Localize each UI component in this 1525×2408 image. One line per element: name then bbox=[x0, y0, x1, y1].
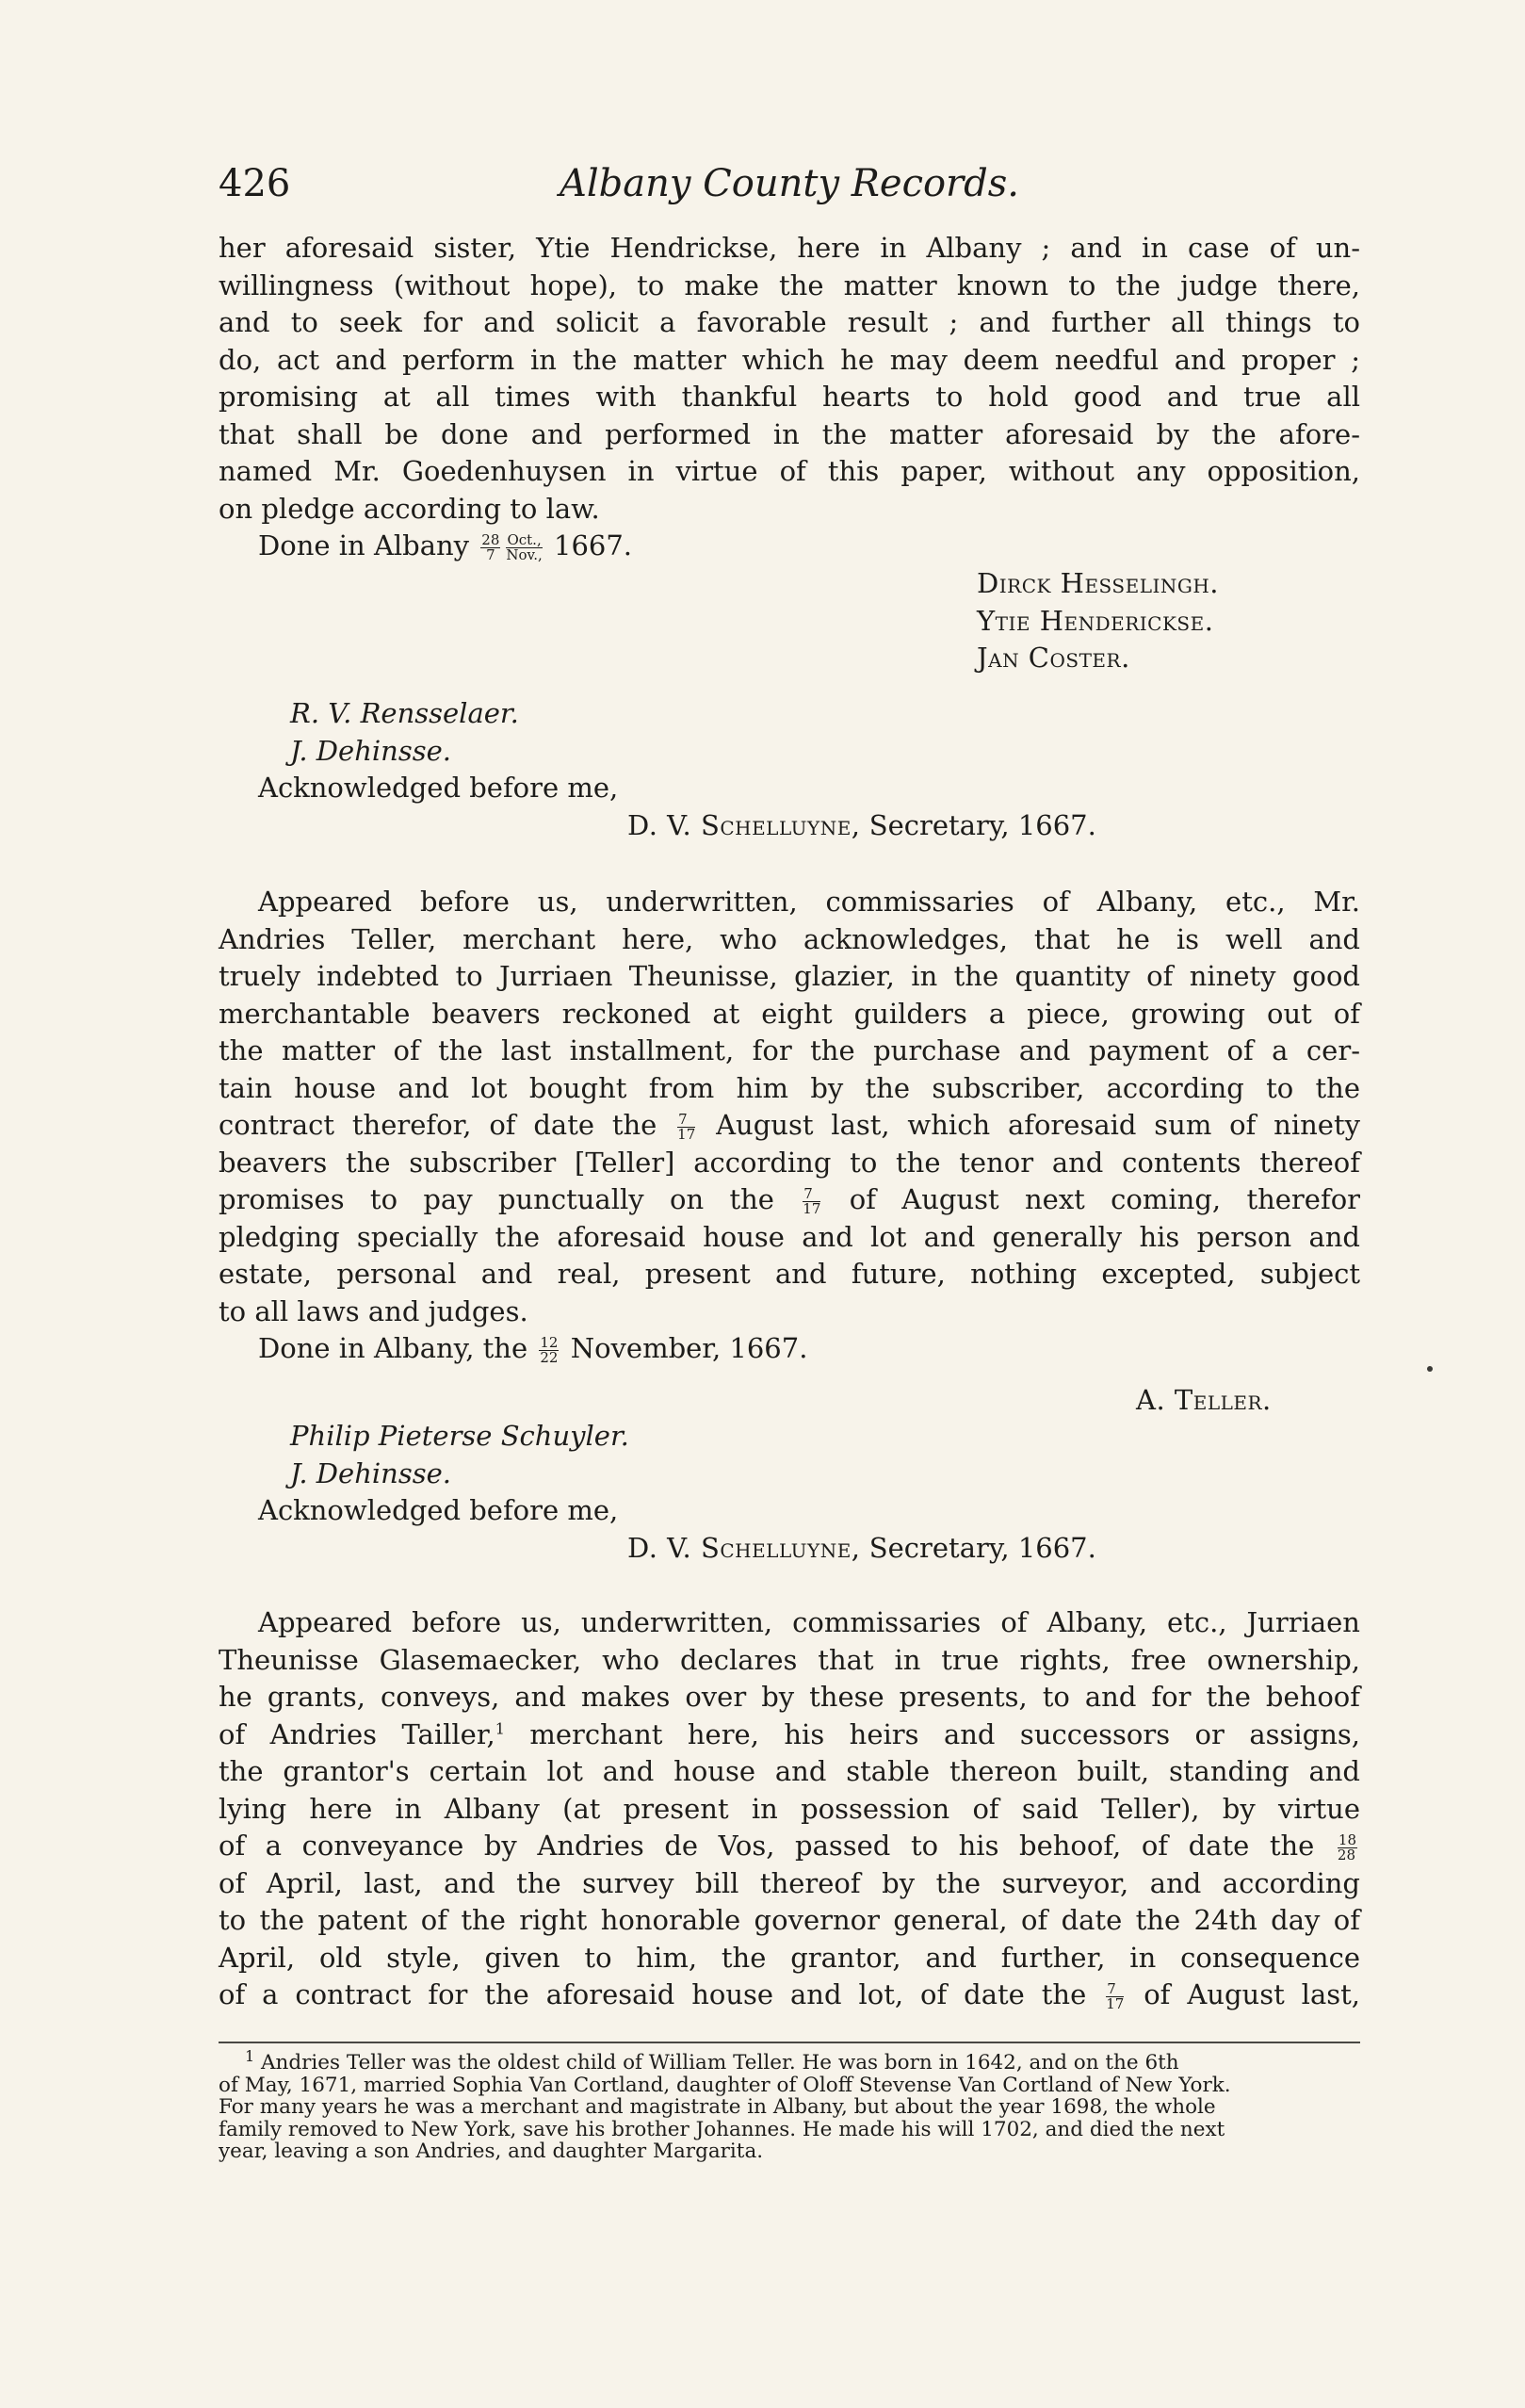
footnote-line: year, leaving a son Andries, and daughter Margarita. bbox=[219, 2140, 764, 2163]
date-fraction: $\frac{7}{17}$ bbox=[803, 1184, 821, 1217]
text-line: of April, last, and the survey bill thereof by the surveyor, and according bbox=[219, 1866, 1360, 1899]
text-line: contract therefor, of date the $\frac{7}{17}$ August last, which aforesaid sum of ninety bbox=[219, 1109, 1361, 1143]
text-line: of a conveyance by Andries de Vos, passed to his behoof, of date the $\frac{18}{28}$ bbox=[219, 1830, 1357, 1863]
page-number: 426 bbox=[219, 162, 291, 205]
signer-name: A. Teller. bbox=[1136, 1384, 1272, 1416]
text-line: and to seek for and solicit a favorable result ; and further all things to bbox=[219, 306, 1360, 338]
text-line: tain house and lot bought from him by the subscriber, according to the bbox=[219, 1071, 1360, 1104]
text-line: Andries Teller, merchant here, who acknowledges, that he is well and bbox=[219, 922, 1360, 955]
text-line: to the patent of the right honorable governor general, of date the 24th day of bbox=[219, 1904, 1360, 1936]
secretary-title: Secretary, 1667. bbox=[868, 1531, 1096, 1564]
secretary-name: D. V. Schelluyne, bbox=[627, 808, 861, 841]
text-line: Appeared before us, underwritten, commissaries of Albany, etc., Jurriaen bbox=[258, 1606, 1360, 1638]
page-header bbox=[219, 162, 1360, 219]
date-fraction: $\frac{18}{28}$ bbox=[1337, 1830, 1357, 1863]
paragraph-power-of-attorney bbox=[219, 230, 1360, 565]
text-line: beavers the subscriber [Teller] according to the tenor and contents thereof bbox=[219, 1146, 1360, 1179]
signer-name: Jan Coster. bbox=[977, 642, 1130, 674]
text-line: lying here in Albany (at present in possession of said Teller), by virtue bbox=[219, 1792, 1360, 1825]
done-date-line: Done in Albany, the $\frac{12}{22}$ November, 1667. bbox=[258, 1332, 808, 1366]
footnote-line: $^1$ Andries Teller was the oldest child of William Teller. He was born in 1642, and on the 6th bbox=[245, 2046, 1179, 2074]
ink-speck bbox=[1427, 1366, 1433, 1372]
text-line: do, act and perform in the matter which he may deem needful and proper ; bbox=[219, 343, 1360, 376]
text-line: Appeared before us, underwritten, commissaries of Albany, etc., Mr. bbox=[258, 886, 1360, 918]
paragraph-conveyance bbox=[219, 1604, 1360, 2014]
date-fraction: $\frac{12}{22}$ bbox=[540, 1333, 559, 1366]
text-line: merchantable beavers reckoned at eight guilders a piece, growing out of bbox=[219, 997, 1360, 1030]
signer-block-2 bbox=[1136, 1382, 1362, 1420]
witness-name: J. Dehinsse. bbox=[290, 1456, 451, 1489]
text-line: April, old style, given to him, the grantor, and further, in consequence bbox=[219, 1941, 1360, 1974]
footnote bbox=[219, 2046, 1360, 2163]
signer-name: Ytie Henderickse. bbox=[977, 604, 1214, 637]
done-prefix: Done in Albany bbox=[258, 529, 470, 561]
text-line: promises to pay punctually on the $\frac{7}{17}$ of August next coming, therefor bbox=[219, 1183, 1361, 1217]
secretary-name: D. V. Schelluyne, bbox=[627, 1531, 861, 1564]
done-year: 1667. bbox=[554, 529, 633, 561]
secretary-line bbox=[219, 1530, 1360, 1568]
acknowledgement: Acknowledged before me, bbox=[258, 772, 619, 804]
signers-block-1 bbox=[977, 565, 1372, 677]
text-line: Theunisse Glasemaecker, who declares that in true rights, free ownership, bbox=[219, 1643, 1360, 1676]
date-fraction: $\frac{7}{17}$ bbox=[1106, 1979, 1125, 2012]
text-line: estate, personal and real, present and future, nothing excepted, subject bbox=[219, 1258, 1360, 1290]
text-line: the grantor's certain lot and house and stable thereon built, standing and bbox=[219, 1755, 1360, 1787]
text-line: of Andries Tailler,$^1$ merchant here, his heirs and successors or assigns, bbox=[219, 1717, 1360, 1750]
text-line: truely indebted to Jurriaen Theunisse, glazier, in the quantity of ninety good bbox=[219, 960, 1360, 992]
secretary-title: Secretary, 1667. bbox=[868, 808, 1096, 841]
footnote-line: of May, 1671, married Sophia Van Cortland, daughter of Oloff Stevense Van Cortland of New York. bbox=[219, 2073, 1231, 2097]
secretary-line bbox=[219, 807, 1360, 845]
running-title: Albany County Records. bbox=[559, 162, 1020, 205]
text-line: the matter of the last installment, for the purchase and payment of a cer- bbox=[219, 1034, 1360, 1066]
text-line: pledging specially the aforesaid house and lot and generally his person and bbox=[219, 1220, 1360, 1253]
acknowledgement: Acknowledged before me, bbox=[258, 1494, 619, 1526]
text-line: willingness (without hope), to make the matter known to the judge there, bbox=[219, 268, 1360, 301]
footnote-marker[interactable]: 1 bbox=[495, 1718, 505, 1737]
text-line: of a contract for the aforesaid house and lot, of date the $\frac{7}{17}$ of August last, bbox=[219, 1978, 1360, 2012]
text-line: her aforesaid sister, Ytie Hendrickse, here in Albany ; and in case of un- bbox=[219, 232, 1360, 264]
date-fraction: $\frac{28}{7}$ bbox=[481, 530, 500, 563]
text-line: on pledge according to law. bbox=[219, 492, 600, 525]
footnote-line: For many years he was a merchant and magistrate in Albany, but about the year 1698, the whole bbox=[219, 2095, 1216, 2119]
witness-block-2 bbox=[219, 1418, 1360, 1567]
text-line: named Mr. Goedenhuysen in virtue of this paper, without any opposition, bbox=[219, 455, 1360, 487]
witness-name: R. V. Rensselaer. bbox=[290, 697, 519, 729]
date-fraction: $\frac{7}{17}$ bbox=[677, 1110, 696, 1143]
done-date-line bbox=[219, 528, 1360, 565]
witness-name: Philip Pieterse Schuyler. bbox=[290, 1420, 629, 1452]
month-fraction: $\frac{\text{Oct.,}}{\text{Nov.,}}$ bbox=[506, 530, 543, 563]
footnote-divider bbox=[219, 2042, 1360, 2043]
witness-name: J. Dehinsse. bbox=[290, 734, 451, 767]
text-line: promising at all times with thankful hearts to hold good and true all bbox=[219, 381, 1360, 413]
text-line: to all laws and judges. bbox=[219, 1294, 528, 1327]
footnote-line: family removed to New York, save his brother Johannes. He made his will 1702, and died the next bbox=[219, 2117, 1225, 2141]
footnote-number: 1 bbox=[245, 2046, 255, 2065]
paragraph-teller-debt bbox=[219, 884, 1360, 1368]
signer-name: Dirck Hesselingh. bbox=[977, 567, 1220, 599]
text-line: he grants, conveys, and makes over by these presents, to and for the behoof bbox=[219, 1681, 1360, 1713]
text-line: that shall be done and performed in the matter aforesaid by the afore- bbox=[219, 417, 1360, 450]
witness-block-1 bbox=[219, 695, 1360, 844]
